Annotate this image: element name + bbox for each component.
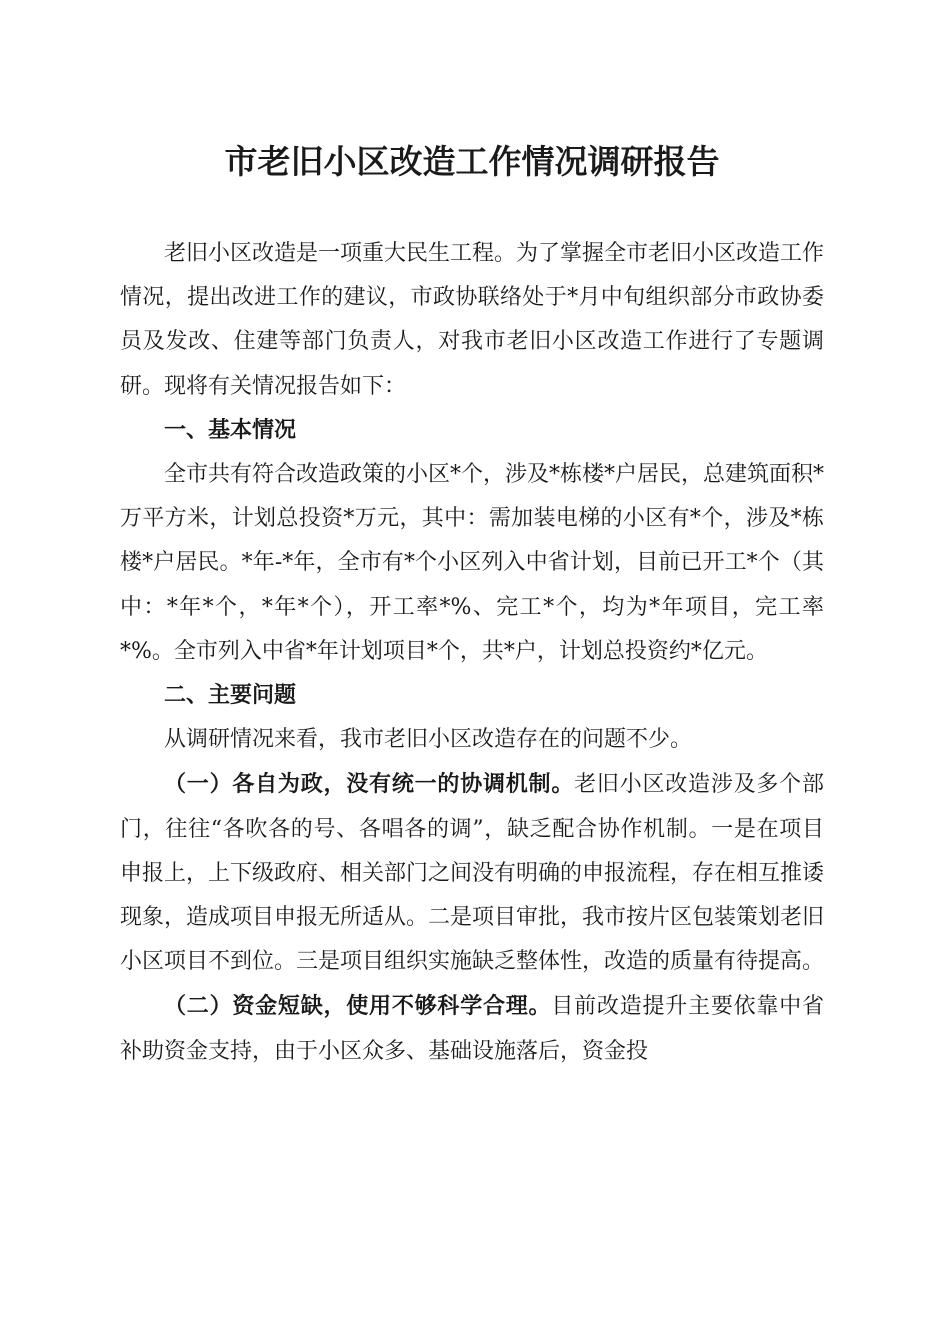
intro-paragraph: 老旧小区改造是一项重大民生工程。为了掌握全市老旧小区改造工作情况，提出改进工作的建议，市政协联络处于*月中旬组织部分市政协委员及发改、住建等部门负责人，对我市老旧小区改造工作进行了专题调研。现将有关情况报告如下： [120, 241, 825, 399]
problem-item-1-lead: （一）各自为政，没有统一的协调机制。 [164, 771, 575, 798]
basic-situation-paragraph: 全市共有符合改造政策的小区*个，涉及*栋楼*户居民，总建筑面积*万平方米，计划总投资*万元，其中：需加装电梯的小区有*个，涉及*栋楼*户居民。*年-*年，全市有*个小区列入中省计划，目前已开工*个（其中：*年*个，*年*个），开工率*%、完工*个，均为*年项目，完工率*%。全市列入中省*年计划项目*个，共*户，计划总投资约*亿元。 [120, 462, 825, 664]
problem-item-2-text: 目前改造提升主要依靠中省补助资金支持，由于小区众多、基础设施落后，资金投 [120, 994, 824, 1064]
problem-item-1-text: 老旧小区改造涉及多个部门，往往“各吹各的号、各唱各的调”，缺乏配合协作机制。一是在项目申报上，上下级政府、相关部门之间没有明确的申报流程，存在相互推诿现象，造成项目申报无所适从。二是项目审批，我市按片区包装策划老旧小区项目不到位。三是项目组织实施缺乏整体性，改造的质量有待提高。 [120, 772, 825, 975]
document-body [120, 232, 824, 1074]
problem-item-2 [120, 984, 824, 1073]
document-title: 市老旧小区改造工作情况调研报告 [224, 142, 720, 181]
section-heading-basic-situation: 一、基本情况 [164, 417, 297, 443]
section-heading-main-problems: 二、主要问题 [164, 683, 297, 709]
main-problems-intro: 从调研情况来看，我市老旧小区改造存在的问题不少。 [164, 727, 693, 753]
problem-item-1 [120, 762, 824, 984]
problem-item-2-lead: （二）资金短缺，使用不够科学合理。 [164, 993, 552, 1020]
